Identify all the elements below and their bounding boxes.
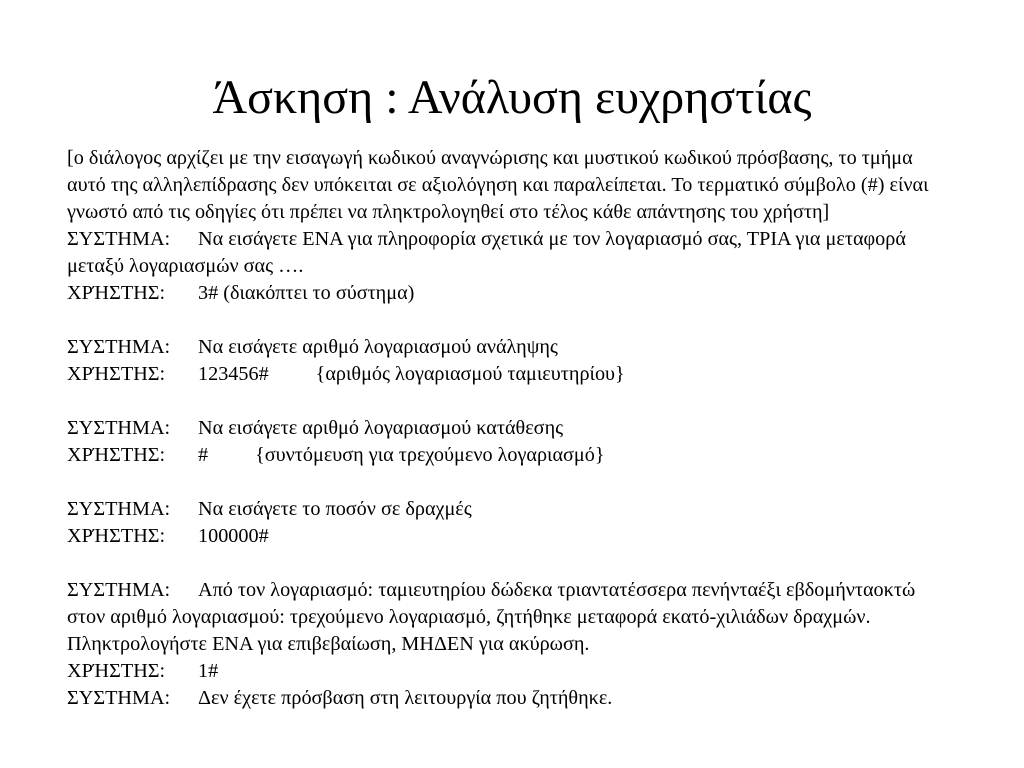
intro-line-2: αυτό της αλληλεπίδρασης δεν υπόκειται σε αξιολόγηση και παραλείπεται. Το τερματικό σύμβολο (#) είναι [67, 174, 929, 196]
system-line [67, 226, 1022, 253]
intro-line-3: γνωστό από τις οδηγίες ότι πρέπει να πληκτρολογηθεί στο τέλος κάθε απάντησης του χρήστη] [67, 201, 830, 223]
slide-body [67, 145, 1022, 712]
system-line [67, 577, 1022, 604]
user-note: {συντόμευση για τρεχούμενο λογαριασμό} [255, 444, 605, 466]
user-line [67, 361, 1022, 388]
user-response: 100000# [198, 525, 269, 547]
spacer [67, 388, 1022, 415]
system-line [67, 685, 1022, 712]
system-label: ΣΥΣΤΗΜΑ: [67, 579, 171, 601]
system-line [67, 415, 1022, 442]
user-label: ΧΡΉΣΤΗΣ: [67, 660, 166, 682]
system-label: ΣΥΣΤΗΜΑ: [67, 417, 171, 439]
system-message: Να εισάγετε ΕΝΑ για πληροφορία σχετικά με τον λογαριασμό σας, ΤΡΙΑ για μεταφορά [198, 228, 906, 250]
intro-line-1: [ο διάλογος αρχίζει με την εισαγωγή κωδικού αναγνώρισης και μυστικού κωδικού πρόσβασης, το τμήμα [67, 147, 913, 169]
system-label: ΣΥΣΤΗΜΑ: [67, 498, 171, 520]
user-label: ΧΡΉΣΤΗΣ: [67, 282, 166, 304]
user-line [67, 442, 1022, 469]
slide-title: Άσκηση : Ανάλυση ευχρηστίας [212, 71, 812, 124]
system-line [67, 334, 1022, 361]
spacer [67, 469, 1022, 496]
user-label: ΧΡΉΣΤΗΣ: [67, 363, 166, 385]
user-line [67, 280, 1022, 307]
user-label: ΧΡΉΣΤΗΣ: [67, 444, 166, 466]
system-message: Από τον λογαριασμό: ταμιευτηρίου δώδεκα τριαντατέσσερα πενήνταέξι εβδομήνταοκτώ [198, 579, 916, 601]
user-label: ΧΡΉΣΤΗΣ: [67, 525, 166, 547]
system-message: Δεν έχετε πρόσβαση στη λειτουργία που ζητήθηκε. [198, 687, 613, 709]
user-response: 123456# [198, 363, 269, 385]
system-message-continued: Πληκτρολογήστε ΕΝΑ για επιβεβαίωση, ΜΗΔΕΝ για ακύρωση. [67, 633, 590, 655]
system-message: Να εισάγετε αριθμό λογαριασμού ανάληψης [198, 336, 558, 358]
user-response: # [198, 444, 209, 466]
system-message-continued: μεταξύ λογαριασμών σας …. [67, 255, 304, 277]
system-message-continued: στον αριθμό λογαριασμού: τρεχούμενο λογαριασμό, ζητήθηκε μεταφορά εκατό-χιλιάδων δραχμών. [67, 606, 871, 628]
system-message: Να εισάγετε το ποσόν σε δραχμές [198, 498, 472, 520]
system-label: ΣΥΣΤΗΜΑ: [67, 228, 171, 250]
user-response: 1# [198, 660, 219, 682]
user-line [67, 658, 1022, 685]
system-label: ΣΥΣΤΗΜΑ: [67, 687, 171, 709]
system-message: Να εισάγετε αριθμό λογαριασμού κατάθεσης [198, 417, 564, 439]
user-note: {αριθμός λογαριασμού ταμιευτηρίου} [315, 363, 625, 385]
spacer [67, 550, 1022, 577]
system-line [67, 496, 1022, 523]
spacer [67, 307, 1022, 334]
user-response: 3# (διακόπτει το σύστημα) [198, 282, 415, 304]
system-label: ΣΥΣΤΗΜΑ: [67, 336, 171, 358]
user-line [67, 523, 1022, 550]
